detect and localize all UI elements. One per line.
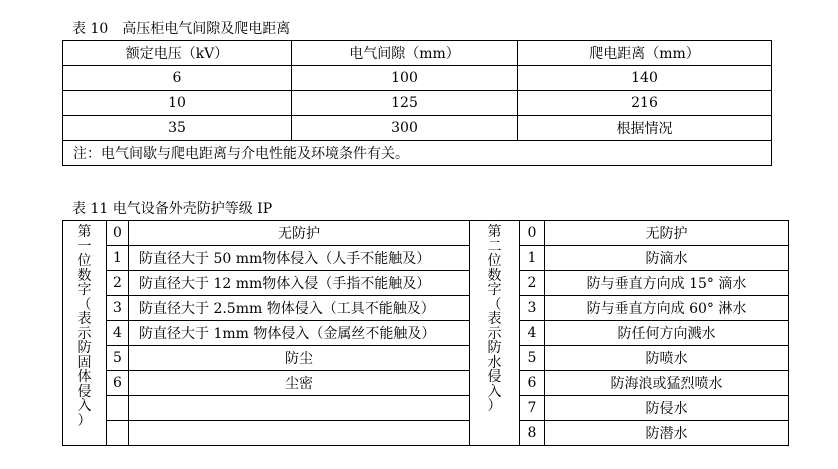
creepage-cell: 140 <box>518 66 772 91</box>
label-char: 体 <box>77 369 92 385</box>
label-char: 位 <box>487 253 502 269</box>
clearance-cell: 100 <box>292 66 518 91</box>
level-number-cell: 5 <box>107 346 129 371</box>
level-number-cell: 3 <box>107 296 129 321</box>
label-char: 第 <box>77 224 92 240</box>
label-char: 数 <box>77 267 92 284</box>
table-row <box>63 221 789 246</box>
table-row <box>63 246 789 271</box>
table-row <box>63 66 772 91</box>
clearance-cell: 125 <box>292 91 518 116</box>
level-number-cell: 5 <box>520 346 545 371</box>
label-char: 一 <box>77 238 92 255</box>
table-row <box>63 371 789 396</box>
table-row <box>63 346 789 371</box>
label-char: 防 <box>487 340 502 356</box>
level-description-cell: 防直径大于 1mm 物体侵入（金属丝不能触及） <box>129 321 470 346</box>
table-row <box>63 296 789 321</box>
level-description-cell: 防直径大于 12 mm物体入侵（手指不能触及） <box>129 271 470 296</box>
level-number-cell: 2 <box>107 271 129 296</box>
table-row <box>63 116 772 141</box>
second-digit-label <box>470 221 520 446</box>
level-number-cell <box>107 396 129 421</box>
level-description-cell <box>129 396 470 421</box>
table11-caption: 表 11 电气设备外壳防护等级 IP <box>72 201 273 217</box>
level-number-cell: 1 <box>520 246 545 271</box>
creepage-cell: 根据情况 <box>518 116 772 141</box>
level-description-cell: 防直径大于 2.5mm 物体侵入（工具不能触及） <box>129 296 470 321</box>
level-description-cell: 防尘 <box>129 346 470 371</box>
label-char: 入 <box>77 398 92 414</box>
level-description-cell: 防直径大于 50 mm物体侵入（人手不能触及） <box>129 246 470 271</box>
level-description-cell: 防侵水 <box>545 396 789 421</box>
level-number-cell: 7 <box>520 396 545 421</box>
table-note-row <box>63 141 772 166</box>
level-number-cell: 6 <box>520 371 545 396</box>
label-char: 示 <box>487 325 502 342</box>
clearance-cell: 300 <box>292 116 518 141</box>
table10-caption: 表 10 高压柜电气间隙及爬电距离 <box>72 21 291 37</box>
label-char: （ <box>487 296 502 313</box>
level-number-cell: 8 <box>520 421 545 446</box>
voltage-cell: 10 <box>63 91 292 116</box>
level-description-cell: 尘密 <box>129 371 470 396</box>
label-char: 第 <box>487 224 502 240</box>
label-char: 入 <box>487 383 502 400</box>
clearance-table <box>62 40 772 166</box>
level-description-cell: 防滴水 <box>545 246 789 271</box>
table-row <box>63 421 789 446</box>
label-char: 防 <box>77 340 92 356</box>
level-description-cell: 防与垂直方向成 60° 淋水 <box>545 296 789 321</box>
level-description-cell <box>129 421 470 446</box>
creepage-cell: 216 <box>518 91 772 116</box>
label-char: ） <box>487 398 502 414</box>
table-row <box>63 271 789 296</box>
ip-rating-table <box>62 220 789 446</box>
label-char: 位 <box>77 253 92 269</box>
level-description-cell: 防与垂直方向成 15° 滴水 <box>545 271 789 296</box>
first-digit-label <box>63 221 107 446</box>
voltage-cell: 35 <box>63 116 292 141</box>
level-number-cell: 4 <box>520 321 545 346</box>
level-number-cell: 3 <box>520 296 545 321</box>
level-description-cell: 防潜水 <box>545 421 789 446</box>
level-description-cell: 无防护 <box>129 221 470 246</box>
level-number-cell: 0 <box>520 221 545 246</box>
level-number-cell: 1 <box>107 246 129 271</box>
label-char: 示 <box>77 325 92 342</box>
header-cell: 爬电距离（mm） <box>518 41 772 66</box>
label-char: 固 <box>77 354 92 371</box>
label-char: 水 <box>487 354 502 371</box>
level-number-cell: 0 <box>107 221 129 246</box>
label-char: 侵 <box>487 369 502 385</box>
header-cell: 电气间隙（mm） <box>292 41 518 66</box>
table-row <box>63 321 789 346</box>
label-char: 表 <box>77 311 92 327</box>
label-char: 字 <box>487 282 502 298</box>
label-char: ） <box>77 412 92 429</box>
table-header-row <box>63 41 772 66</box>
label-char: （ <box>77 296 92 313</box>
level-description-cell: 防海浪或猛烈喷水 <box>545 371 789 396</box>
level-description-cell: 无防护 <box>545 221 789 246</box>
label-char: 数 <box>487 267 502 284</box>
table-note: 注：电气间歇与爬电距离与介电性能及环境条件有关。 <box>63 141 772 166</box>
voltage-cell: 6 <box>63 66 292 91</box>
level-number-cell <box>107 421 129 446</box>
level-description-cell: 防喷水 <box>545 346 789 371</box>
level-number-cell: 4 <box>107 321 129 346</box>
level-number-cell: 6 <box>107 371 129 396</box>
level-description-cell: 防任何方向溅水 <box>545 321 789 346</box>
table-row <box>63 91 772 116</box>
table-row <box>63 396 789 421</box>
level-number-cell: 2 <box>520 271 545 296</box>
label-char: 字 <box>77 282 92 298</box>
label-char: 侵 <box>77 383 92 400</box>
header-cell: 额定电压（kV） <box>63 41 292 66</box>
label-char: 表 <box>487 311 502 327</box>
label-char: 二 <box>487 238 502 255</box>
